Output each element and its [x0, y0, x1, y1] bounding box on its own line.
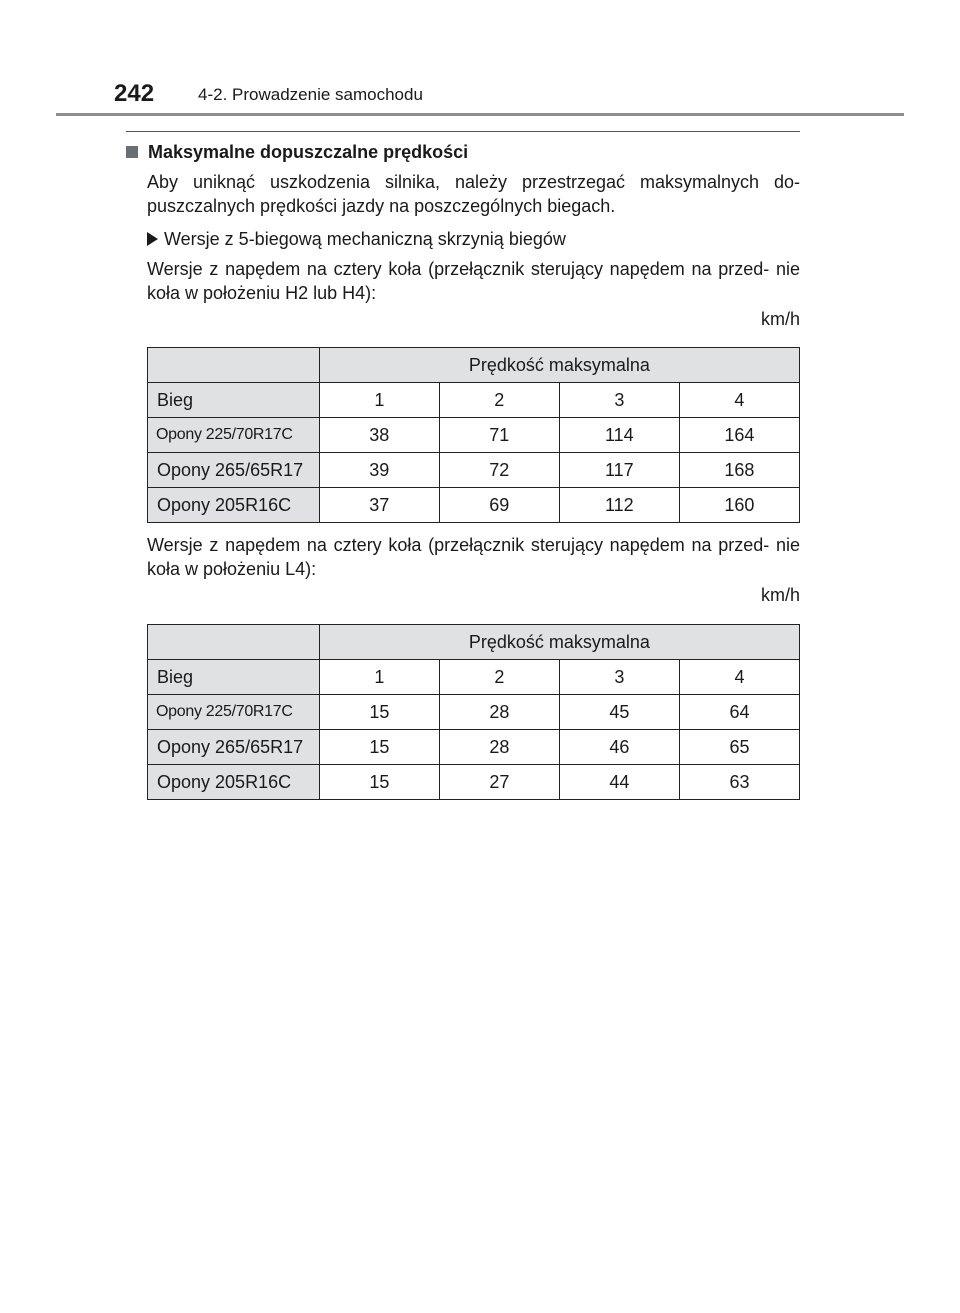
tire-label: Opony 205R16C: [148, 765, 320, 800]
content: [126, 138, 800, 800]
speed-cell: 15: [319, 730, 439, 765]
gear-cell: 2: [439, 660, 559, 695]
table-header: Prędkość maksymalna: [319, 348, 799, 383]
speed-cell: 15: [319, 765, 439, 800]
speed-cell: 28: [439, 695, 559, 730]
speed-cell: 37: [319, 488, 439, 523]
subheading: [147, 227, 800, 251]
speed-cell: 114: [559, 418, 679, 453]
gear-cell: 1: [319, 660, 439, 695]
table-gear-row: [148, 383, 800, 418]
gear-label: Bieg: [148, 383, 320, 418]
gear-cell: 4: [679, 660, 799, 695]
tire-label: Opony 265/65R17: [148, 730, 320, 765]
table-corner: [148, 348, 320, 383]
header-rule: [56, 113, 904, 116]
square-bullet-icon: [126, 146, 138, 158]
speed-cell: 168: [679, 453, 799, 488]
subheading-text: Wersje z 5-biegową mechaniczną skrzynią biegów: [164, 229, 566, 249]
table-header: Prędkość maksymalna: [319, 625, 799, 660]
gear-cell: 2: [439, 383, 559, 418]
speed-cell: 45: [559, 695, 679, 730]
gear-cell: 4: [679, 383, 799, 418]
intro-paragraph: Aby uniknąć uszkodzenia silnika, należy przestrzegać maksymalnych do- puszczalnych prędkości jazdy na poszczególnych biegach.: [147, 172, 800, 216]
table-row: [148, 695, 800, 730]
table-row: [148, 488, 800, 523]
block2-unit: km/h: [760, 585, 800, 605]
section-heading: [126, 140, 800, 164]
gear-cell: 3: [559, 660, 679, 695]
speed-cell: 38: [319, 418, 439, 453]
block1-unit: km/h: [760, 309, 800, 329]
speed-cell: 63: [679, 765, 799, 800]
tire-label: Opony 225/70R17C: [148, 695, 320, 730]
tire-label: Opony 225/70R17C: [148, 418, 320, 453]
table-row: [148, 730, 800, 765]
speed-table-h: [147, 347, 800, 523]
section-rule: [126, 131, 800, 132]
page-number: 242: [114, 80, 155, 107]
table-header-row: [148, 348, 800, 383]
section-heading-text: Maksymalne dopuszczalne prędkości: [148, 142, 469, 162]
table-corner: [148, 625, 320, 660]
table-row: [148, 453, 800, 488]
speed-cell: 15: [319, 695, 439, 730]
block2-text: Wersje z napędem na cztery koła (przełącznik sterujący napędem na przed- nie koła w położeniu L4):: [147, 535, 800, 579]
chapter-title: 4-2. Prowadzenie samochodu: [198, 85, 423, 104]
tire-label: Opony 205R16C: [148, 488, 320, 523]
table-gear-row: [148, 660, 800, 695]
gear-cell: 3: [559, 383, 679, 418]
speed-cell: 164: [679, 418, 799, 453]
table-header-row: [148, 625, 800, 660]
speed-cell: 72: [439, 453, 559, 488]
speed-cell: 28: [439, 730, 559, 765]
speed-cell: 44: [559, 765, 679, 800]
speed-cell: 39: [319, 453, 439, 488]
speed-cell: 27: [439, 765, 559, 800]
speed-cell: 117: [559, 453, 679, 488]
speed-cell: 46: [559, 730, 679, 765]
speed-cell: 65: [679, 730, 799, 765]
table-row: [148, 418, 800, 453]
speed-cell: 71: [439, 418, 559, 453]
speed-cell: 64: [679, 695, 799, 730]
speed-cell: 69: [439, 488, 559, 523]
speed-cell: 160: [679, 488, 799, 523]
gear-cell: 1: [319, 383, 439, 418]
tire-label: Opony 265/65R17: [148, 453, 320, 488]
gear-label: Bieg: [148, 660, 320, 695]
speed-table-l4: [147, 624, 800, 800]
table-row: [148, 765, 800, 800]
triangle-bullet-icon: [147, 232, 158, 246]
speed-cell: 112: [559, 488, 679, 523]
block1-text: Wersje z napędem na cztery koła (przełącznik sterujący napędem na przed- nie koła w położeniu H2 lub H4):: [147, 259, 800, 303]
